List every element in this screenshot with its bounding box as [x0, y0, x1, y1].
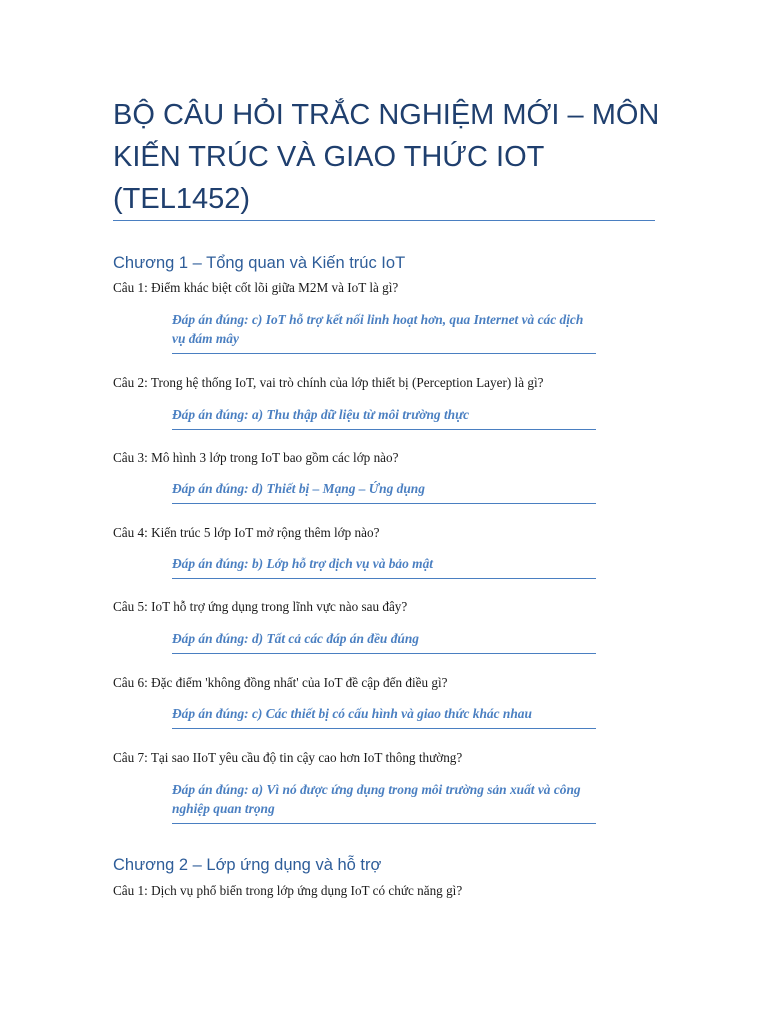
chapter-1-question-1: Câu 1: Điểm khác biệt cốt lõi giữa M2M và IoT là gì?: [113, 280, 399, 295]
chapter-1-question-4: Câu 4: Kiến trúc 5 lớp IoT mở rộng thêm lớp nào?: [113, 525, 380, 540]
chapter-1-answer-1: Đáp án đúng: c) IoT hỗ trợ kết nối linh hoạt hơn, qua Internet và các dịch vụ đám mây: [172, 310, 596, 354]
chapter-1-question-6: Câu 6: Đặc điểm 'không đồng nhất' của IoT đề cập đến điều gì?: [113, 675, 448, 690]
chapter-1-answer-6: Đáp án đúng: c) Các thiết bị có cấu hình và giao thức khác nhau: [172, 704, 596, 729]
chapter-1-question-2: Câu 2: Trong hệ thống IoT, vai trò chính của lớp thiết bị (Perception Layer) là gì?: [113, 375, 544, 390]
document-title: BỘ CÂU HỎI TRẮC NGHIỆM MỚI – MÔN KIẾN TRÚC VÀ GIAO THỨC IOT (TEL1452): [113, 99, 660, 215]
title-divider: [113, 220, 655, 221]
chapter-1-heading: Chương 1 – Tổng quan và Kiến trúc IoT: [113, 254, 406, 272]
chapter-1-answer-5: Đáp án đúng: d) Tất cả các đáp án đều đúng: [172, 629, 596, 654]
chapter-2-heading: Chương 2 – Lớp ứng dụng và hỗ trợ: [113, 856, 382, 874]
chapter-1-answer-3: Đáp án đúng: d) Thiết bị – Mạng – Ứng dụng: [172, 479, 596, 504]
chapter-1-question-3: Câu 3: Mô hình 3 lớp trong IoT bao gồm các lớp nào?: [113, 450, 399, 465]
chapter-1-answer-4: Đáp án đúng: b) Lớp hỗ trợ dịch vụ và bảo mật: [172, 554, 596, 579]
chapter-1-question-5: Câu 5: IoT hỗ trợ ứng dụng trong lĩnh vực nào sau đây?: [113, 599, 408, 614]
chapter-2-question-1: Câu 1: Dịch vụ phổ biến trong lớp ứng dụng IoT có chức năng gì?: [113, 883, 463, 898]
chapter-1-answer-7: Đáp án đúng: a) Vì nó được ứng dụng trong môi trường sản xuất và công nghiệp quan trọng: [172, 780, 596, 824]
chapter-1-question-7: Câu 7: Tại sao IIoT yêu cầu độ tin cậy cao hơn IoT thông thường?: [113, 750, 463, 765]
chapter-1-answer-2: Đáp án đúng: a) Thu thập dữ liệu từ môi trường thực: [172, 405, 596, 430]
